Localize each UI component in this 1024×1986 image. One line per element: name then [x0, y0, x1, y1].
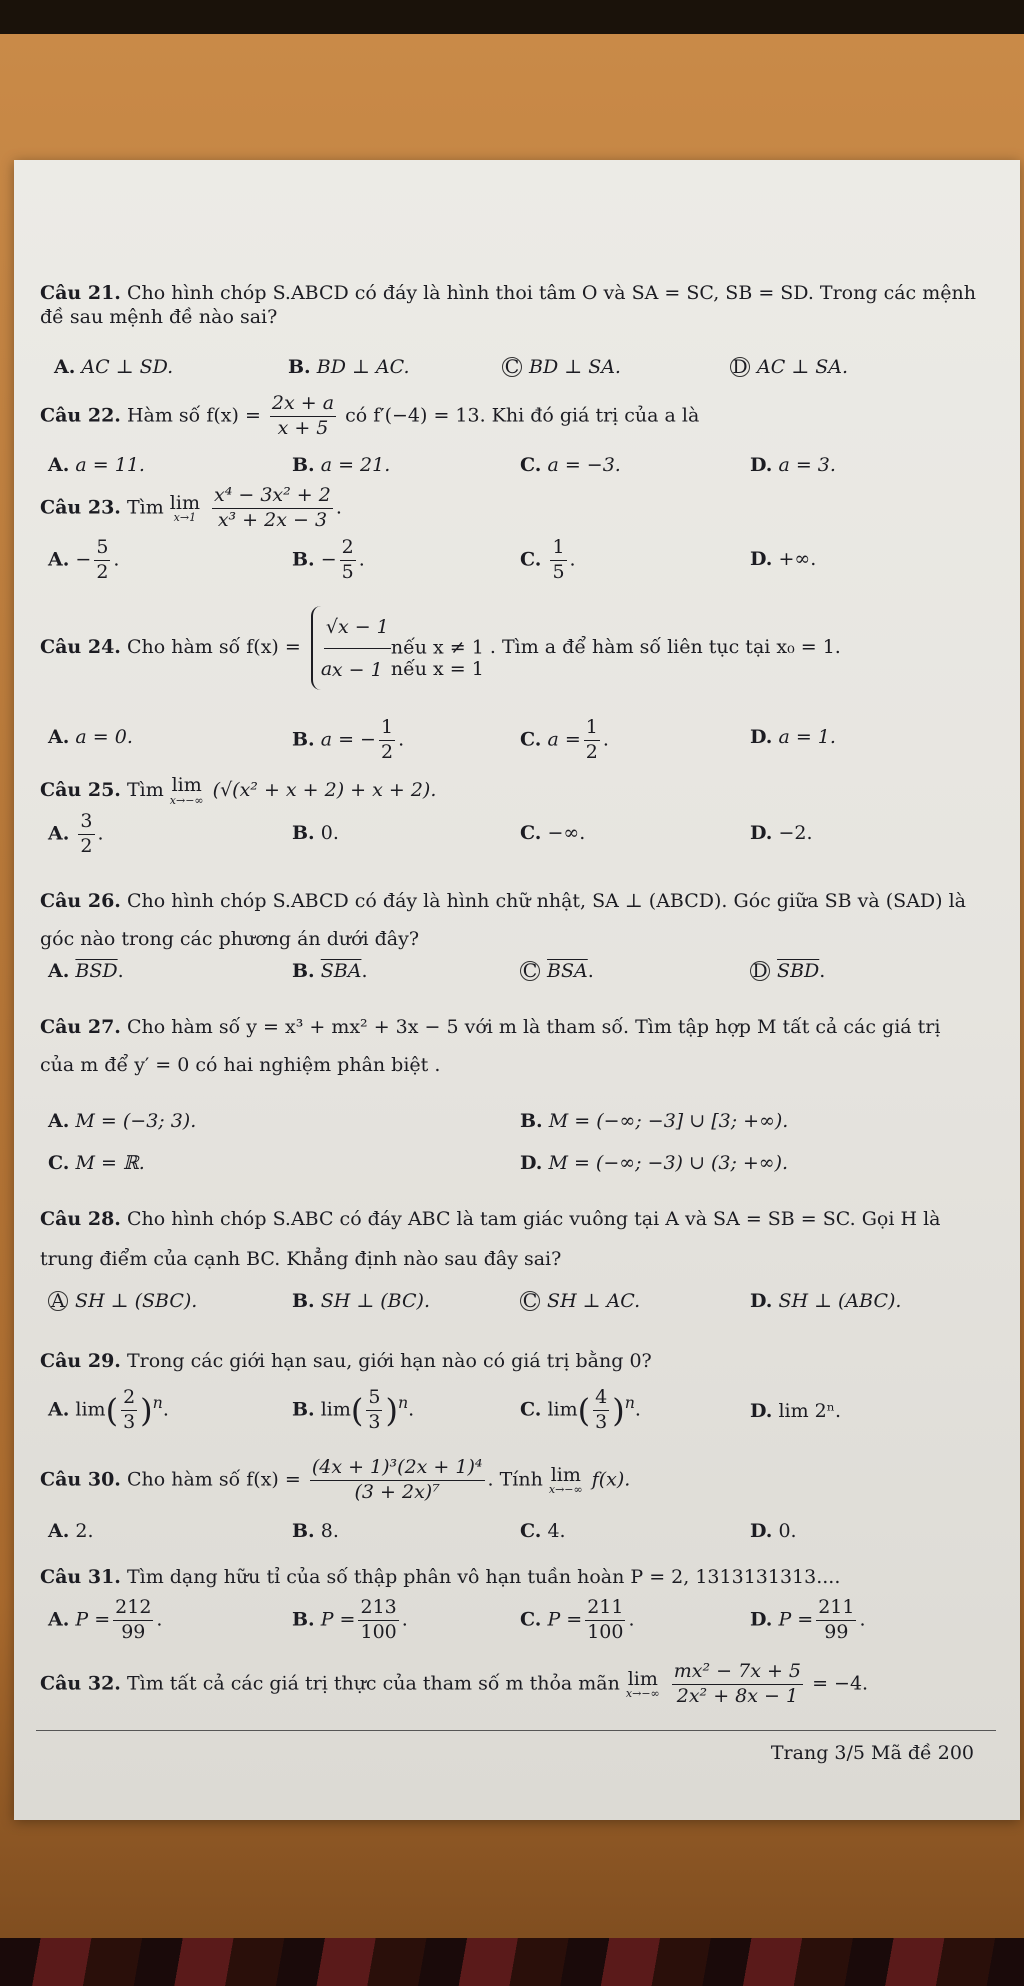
- question-24: Câu 24. Cho hàm số f(x) = $\frac{√x - 1}{x - 1}$ nếu x ≠ 1 a nếu x = 1 . Tìm a để hàm số liên tục tại x₀ = 1.: [40, 606, 980, 690]
- circle-mark-icon: C: [502, 357, 522, 377]
- footer-divider: [36, 1730, 996, 1731]
- circle-mark-icon: A: [48, 1291, 68, 1311]
- limit: lim x→1: [169, 491, 200, 525]
- answers-31: A. P = $\frac{212}{99}$ . B. P = $\frac{213}{100}$ . C. P = $\frac{211}{100}$ . D. P = $\frac{211}{99}$ .: [48, 1596, 866, 1643]
- question-number: Câu 22.: [40, 404, 121, 427]
- answers-28: A SH ⊥ (SBC). B. SH ⊥ (BC). C SH ⊥ AC. D. SH ⊥ (ABC).: [40, 1290, 980, 1334]
- question-29: Câu 29. Trong các giới hạn sau, giới hạn nào có giá trị bằng 0?: [40, 1350, 652, 1372]
- answers-27-row2: C. M = ℝ. D. M = (−∞; −3) ∪ (3; +∞).: [48, 1152, 789, 1174]
- question-text-tail: có f′(−4) = 13. Khi đó giá trị của a là: [345, 404, 700, 427]
- bottom-fabric: [0, 1938, 1024, 1986]
- answers-27-row1: A. M = (−3; 3). B. M = (−∞; −3] ∪ [3; +∞).: [48, 1110, 789, 1132]
- answers-23: A. − $\frac{5}{2}$ . B. − $\frac{2}{5}$ . C. $\frac{1}{5}$ . D. +∞.: [48, 536, 817, 583]
- circle-mark-icon: C: [520, 961, 540, 981]
- answers-30: A. 2. B. 8. C. 4. D. 0.: [48, 1520, 797, 1542]
- question-28: Câu 28. Cho hình chóp S.ABC có đáy ABC là tam giác vuông tại A và SA = SB = SC. Gọi H là trung điểm của cạnh BC. Khẳng định nào sau đây sai?: [40, 1208, 941, 1270]
- answers-26: A. $\overline{BSD}$. B. $\overline{SBA}$. C $\overline{BSA}$. D $\overline{SBD}$.: [48, 960, 826, 982]
- question-32: Câu 32. Tìm tất cả các giá trị thực của tham số m thỏa mãn lim x→−∞ $\frac{\text{mx² − 7x + 5}}{\text{2x² + 8x − 1}}$ = −4.: [40, 1660, 869, 1707]
- question-text: Hàm số f(x) =: [126, 404, 261, 427]
- circle-mark-icon: C: [520, 1291, 540, 1311]
- question-23: Câu 23. Tìm lim x→1 $\frac{\text{x⁴ − 3x² + 2}}{\text{x³ + 2x − 3}}$ .: [40, 484, 342, 531]
- answers-25: A. $\frac{3}{2}$ . B. 0. C. −∞. D. −2.: [48, 810, 813, 857]
- answers-22: A. a = 11. B. a = 21. C. a = −3. D. a = 3.: [48, 454, 836, 476]
- fraction: $\frac{2x + a}{x + 5}$: [271, 392, 335, 439]
- answers-29: A. lim( $\frac{2}{3}$ )$^n$. B. lim( $\frac{5}{3}$ )$^n$. C. lim( $\frac{4}{3}$ )$^n$. D. lim 2ⁿ.: [48, 1386, 842, 1433]
- question-31: Câu 31. Tìm dạng hữu tỉ của số thập phân vô hạn tuần hoàn P = 2, 1313131313....: [40, 1566, 841, 1588]
- exam-sheet: [14, 160, 1020, 1820]
- answers-24: A. a = 0. B. a = − $\frac{1}{2}$ . C. a = $\frac{1}{2}$ . D. a = 1.: [48, 716, 836, 763]
- question-25: Câu 25. Tìm lim x→−∞ (√(x² + x + 2) + x + 2).: [40, 774, 437, 807]
- option-d: D AC ⊥ SA.: [730, 356, 848, 380]
- question-26: Câu 26. Cho hình chóp S.ABCD có đáy là hình chữ nhật, SA ⊥ (ABCD). Góc giữa SB và (SAD) là góc nào trong các phương án dưới đây?: [40, 890, 967, 950]
- circle-mark-icon: D: [750, 961, 770, 981]
- question-21: [40, 282, 980, 330]
- option-b: B. BD ⊥ AC.: [288, 356, 410, 378]
- option-c: C BD ⊥ SA.: [502, 356, 621, 380]
- circle-mark-icon: D: [730, 357, 750, 377]
- question-number: Câu 21.: [40, 282, 121, 304]
- question-27: Câu 27. Cho hàm số y = x³ + mx² + 3x − 5 với m là tham số. Tìm tập hợp M tất cả các giá trị của m để y′ = 0 có hai nghiệm phân biệt .: [40, 1016, 941, 1076]
- question-30: Câu 30. Cho hàm số f(x) = $\frac{\text{(4x + 1)³(2x + 1)⁴}}{\text{(3 + 2x)⁷}}$ . Tính lim x→−∞ f(x).: [40, 1456, 631, 1503]
- piecewise-function: $\frac{√x - 1}{x - 1}$ nếu x ≠ 1 a nếu x = 1: [311, 606, 484, 690]
- question-text: Cho hình chóp S.ABCD có đáy là hình thoi tâm O và SA = SC, SB = SD. Trong các mệnh đề sau mệnh đề nào sai?: [40, 282, 976, 328]
- page-footer: Trang 3/5 Mã đề 200: [770, 1742, 974, 1764]
- question-22: [40, 392, 980, 441]
- option-a: A. AC ⊥ SD.: [54, 356, 174, 378]
